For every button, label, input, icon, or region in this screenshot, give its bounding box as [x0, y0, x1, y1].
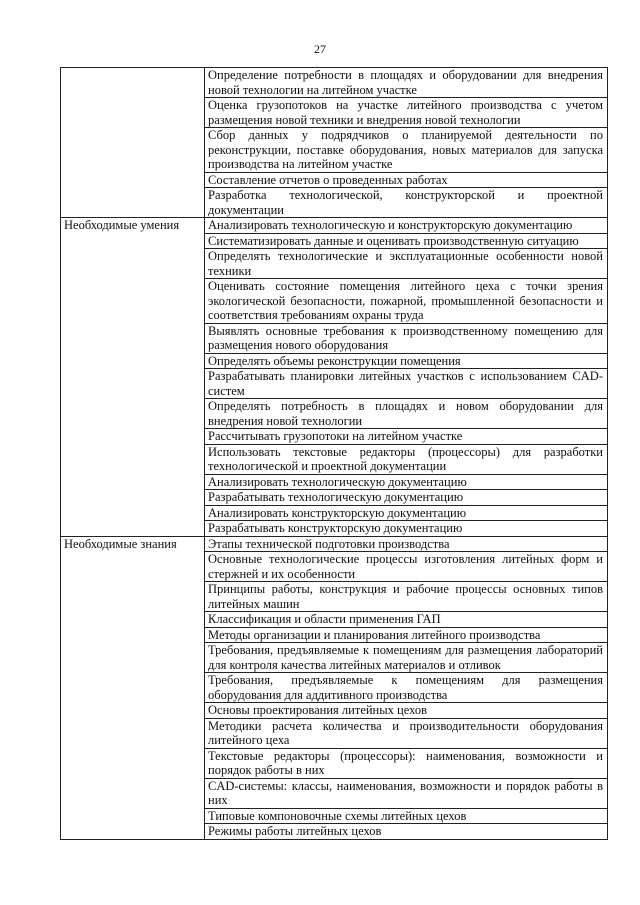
- table-body: [61, 68, 608, 840]
- table-cell: Методы организации и планирования литейного производства: [205, 627, 608, 643]
- table-cell: Определять потребность в площадях и новом оборудовании для внедрения новой технологии: [205, 399, 608, 429]
- table-cell: Определять объемы реконструкции помещения: [205, 353, 608, 369]
- page-number: 27: [314, 42, 326, 56]
- table-cell: Этапы технической подготовки производства: [205, 536, 608, 552]
- table-cell: Анализировать конструкторскую документацию: [205, 505, 608, 521]
- table-cell: Классификация и области применения ГАП: [205, 612, 608, 628]
- table-cell: Разрабатывать технологическую документацию: [205, 490, 608, 506]
- table-cell: Основные технологические процессы изготовления литейных форм и стержней и их особенности: [205, 552, 608, 582]
- table-cell: Определять технологические и эксплуатационные особенности новой техники: [205, 249, 608, 279]
- section-label: Необходимые умения: [61, 218, 205, 537]
- table-cell: Определение потребности в площадях и оборудовании для внедрения новой технологии на литейном участке: [205, 68, 608, 98]
- table-row: [61, 218, 608, 234]
- table-cell: Режимы работы литейных цехов: [205, 824, 608, 840]
- table-cell: Оценивать состояние помещения литейного цеха с точки зрения экологической безопасности, пожарной, промышленной безопасности и соответствия требованиям охраны труда: [205, 279, 608, 324]
- table-cell: Анализировать технологическую и конструкторскую документацию: [205, 218, 608, 234]
- section-label: [61, 68, 205, 218]
- table-row: [61, 68, 608, 98]
- table-cell: Систематизировать данные и оценивать производственную ситуацию: [205, 233, 608, 249]
- table-cell: Выявлять основные требования к производственному помещению для размещения нового оборудования: [205, 323, 608, 353]
- table-cell: Использовать текстовые редакторы (процессоры) для разработки технологической и проектной документации: [205, 444, 608, 474]
- table-cell: Разрабатывать конструкторскую документацию: [205, 521, 608, 537]
- section-label: Необходимые знания: [61, 536, 205, 839]
- competency-table: [60, 67, 608, 840]
- table-cell: Текстовые редакторы (процессоры): наименования, возможности и порядок работы в них: [205, 748, 608, 778]
- table-cell: Принципы работы, конструкция и рабочие процессы основных типов литейных машин: [205, 582, 608, 612]
- table-cell: Оценка грузопотоков на участке литейного производства с учетом размещения новой техники и внедрения новой технологии: [205, 98, 608, 128]
- table-cell: CAD-системы: классы, наименования, возможности и порядок работы в них: [205, 778, 608, 808]
- table-row: [61, 536, 608, 552]
- table-cell: Требования, предъявляемые к помещениям для размещения лабораторий для контроля качества литейных материалов и отливок: [205, 643, 608, 673]
- table-cell: Разработка технологической, конструкторской и проектной документации: [205, 188, 608, 218]
- table-cell: Сбор данных у подрядчиков о планируемой деятельности по реконструкции, поставке оборудования, новых материалов для запуска производства на литейном участке: [205, 128, 608, 173]
- table-cell: Типовые компоновочные схемы литейных цехов: [205, 808, 608, 824]
- table-cell: Рассчитывать грузопотоки на литейном участке: [205, 429, 608, 445]
- table-cell: Методики расчета количества и производительности оборудования литейного цеха: [205, 718, 608, 748]
- table-cell: Составление отчетов о проведенных работах: [205, 172, 608, 188]
- table-cell: Основы проектирования литейных цехов: [205, 703, 608, 719]
- table-cell: Разрабатывать планировки литейных участков с использованием CAD-систем: [205, 369, 608, 399]
- table-cell: Анализировать технологическую документацию: [205, 474, 608, 490]
- table-cell: Требования, предъявляемые к помещениям для размещения оборудования для аддитивного производства: [205, 673, 608, 703]
